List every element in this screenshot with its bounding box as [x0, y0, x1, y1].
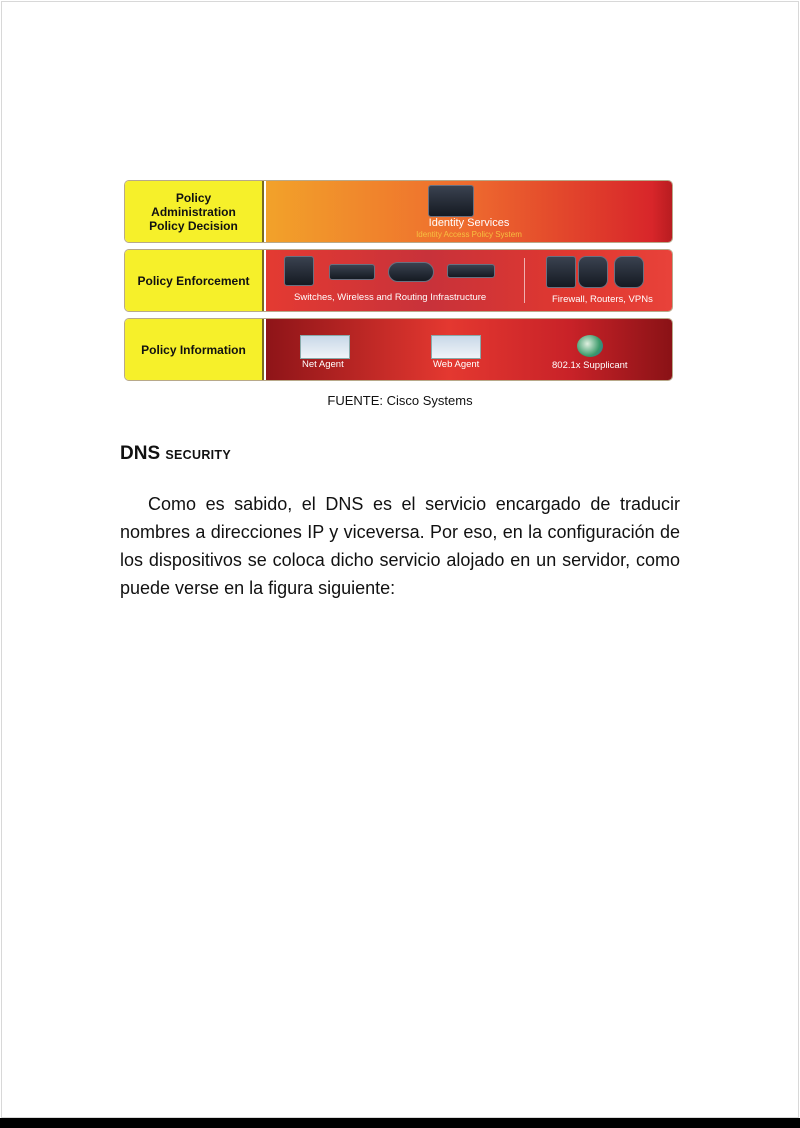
- row-policy-decision: [125, 181, 672, 242]
- row-label: Policy Information: [125, 319, 264, 380]
- fingerprint-server-icon: [428, 185, 474, 217]
- heading-small: SECURITY: [165, 448, 232, 462]
- net-agent-screenshot-icon: [300, 335, 350, 359]
- firewall-label: Firewall, Routers, VPNs: [552, 294, 653, 305]
- body-paragraph: Como es sabido, el DNS es el servicio encargado de traducir nombres a direcciones IP y viceversa. Por eso, en la configuración de los dispositivos se coloca dicho servicio alojado en un servidor, como puede verse en la figura siguiente:: [120, 494, 680, 598]
- firewall-icon: [546, 256, 576, 288]
- switch-icon: [284, 256, 314, 286]
- appliance-icon: [447, 264, 495, 278]
- wireless-controller-icon: [329, 264, 375, 280]
- figure-caption: FUENTE: Cisco Systems: [327, 393, 473, 408]
- bottom-bar: [0, 1118, 800, 1128]
- infrastructure-label: Switches, Wireless and Routing Infrastructure: [294, 292, 487, 303]
- row-policy-enforcement: [125, 250, 672, 311]
- cisco-policy-figure: [125, 181, 672, 381]
- row-label: Policy Enforcement: [125, 250, 264, 311]
- web-agent-screenshot-icon: [431, 335, 481, 359]
- router-icon: [388, 262, 434, 282]
- row-policy-information: [125, 319, 672, 380]
- section-heading: [120, 443, 231, 465]
- supplicant-logo-icon: [577, 335, 603, 357]
- web-agent-label: Web Agent: [433, 359, 480, 370]
- row-label: Policy Administration Policy Decision: [125, 181, 264, 242]
- identity-services-title: Identity Services: [428, 217, 510, 229]
- heading-main: DNS: [120, 443, 161, 464]
- net-agent-label: Net Agent: [302, 359, 344, 370]
- identity-services-subtitle: Identity Access Policy System: [416, 230, 522, 239]
- vpn-icon: [614, 256, 644, 288]
- router-vpn-icon: [578, 256, 608, 288]
- supplicant-label: 802.1x Supplicant: [552, 360, 628, 371]
- divider: [524, 258, 525, 303]
